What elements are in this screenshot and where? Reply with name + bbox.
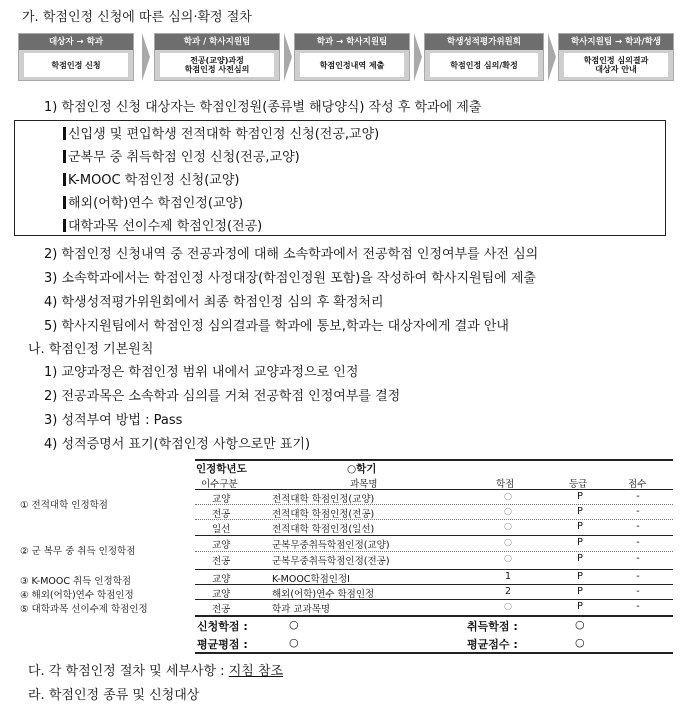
box-item-text: K-MOOC 학점인정 신청(교양) bbox=[68, 173, 240, 188]
row-grade: P bbox=[577, 506, 583, 517]
row-credit: ○ bbox=[503, 601, 513, 612]
row-grade: P bbox=[577, 521, 583, 532]
table-rule bbox=[195, 584, 673, 585]
section-da-text: 다. 각 학점인정 절차 및 세부사항 : bbox=[28, 664, 229, 679]
row-name: 해외(어학)연수 학점인정 bbox=[272, 589, 375, 600]
row-credit: 1 bbox=[504, 571, 512, 582]
flow-step-5 bbox=[558, 33, 674, 81]
header-credit: 학점 bbox=[496, 479, 515, 490]
na-item-4: 4) 성적증명서 표기(학점인정 사항으로만 표기) bbox=[44, 437, 311, 452]
arrow-right-icon bbox=[284, 33, 292, 81]
flow-step-body: 학점인정내역 제출 bbox=[319, 60, 385, 70]
row-credit: ○ bbox=[503, 537, 513, 548]
arrow-right-icon bbox=[414, 33, 422, 81]
summary-applied-label: 신청학점 : bbox=[197, 620, 248, 633]
box-item bbox=[63, 146, 300, 165]
header-type: 이수구분 bbox=[201, 479, 238, 490]
semester-label: ○학기 bbox=[347, 463, 377, 475]
row-type: 전공 bbox=[212, 556, 231, 567]
table-left-label: ② 군 복무 중 취득 인정학점 bbox=[20, 546, 136, 557]
flow-step-head: 학사지원팀 → 학과/학생 bbox=[559, 34, 673, 50]
table-rule bbox=[195, 519, 673, 520]
table-rule bbox=[195, 652, 673, 654]
row-grade: P bbox=[577, 553, 583, 564]
row-grade: P bbox=[577, 537, 583, 548]
row-credit: ○ bbox=[503, 553, 513, 564]
row-name: 전적대학 학점인정(교양) bbox=[272, 494, 375, 505]
table-rule bbox=[195, 459, 673, 461]
section-heading-da bbox=[28, 660, 283, 679]
row-score: - bbox=[636, 601, 640, 612]
row-type: 교양 bbox=[212, 494, 231, 505]
row-grade: P bbox=[577, 586, 583, 597]
bullet-bar-icon bbox=[63, 196, 66, 209]
flow-step-body: 대상자 안내 bbox=[595, 65, 637, 74]
ga-item-3: 3) 소속학과에서는 학점인정 사정대장(학점인정원 포함)을 작성하여 학사지원팀에 제출 bbox=[44, 271, 536, 286]
row-score: - bbox=[636, 571, 640, 582]
row-type: 일선 bbox=[212, 524, 231, 535]
summary-avg-value: ○ bbox=[575, 636, 585, 649]
flow-step-body: 학점인정 심의/확정 bbox=[450, 60, 518, 70]
arrow-right-icon bbox=[548, 33, 556, 81]
row-type: 전공 bbox=[212, 604, 231, 615]
table-rule bbox=[195, 504, 673, 505]
header-score: 점수 bbox=[628, 479, 647, 490]
row-score: - bbox=[636, 506, 640, 517]
bullet-bar-icon bbox=[63, 173, 66, 186]
ga-item-1: 1) 학점인정 신청 대상자는 학점인정원(종류별 해당양식) 작성 후 학과에 제출 bbox=[44, 100, 482, 115]
row-grade: P bbox=[577, 571, 583, 582]
row-name: 전적대학 학점인정(일선) bbox=[272, 524, 375, 535]
flow-step-head: 학생성적평가위원회 bbox=[425, 34, 543, 50]
summary-earned-value: ○ bbox=[575, 618, 585, 631]
bullet-bar-icon bbox=[63, 127, 66, 140]
section-heading-ra: 라. 학점인정 종류 및 신청대상 bbox=[28, 688, 200, 703]
flow-step-body: 전공(교양)과정 bbox=[190, 56, 244, 65]
na-item-1: 1) 교양과정은 학점인정 범위 내에서 교양과정으로 인정 bbox=[44, 365, 359, 380]
na-item-3: 3) 성적부여 방법 : Pass bbox=[44, 413, 183, 428]
flow-step-head: 학과 / 학사지원팀 bbox=[155, 34, 279, 50]
table-left-label: ④ 해외(어학)연수 학점인정 bbox=[20, 590, 134, 601]
row-type: 교양 bbox=[212, 540, 231, 551]
flow-step-body: 학점인정 신청 bbox=[51, 60, 101, 70]
box-item bbox=[63, 169, 239, 188]
row-name: K-MOOC학점인정Ⅰ bbox=[272, 574, 350, 585]
arrow-right-icon bbox=[142, 33, 150, 81]
year-label: 인정학년도 bbox=[196, 463, 247, 475]
row-type: 전공 bbox=[212, 509, 231, 520]
box-item bbox=[63, 215, 262, 234]
row-credit: 2 bbox=[504, 586, 512, 597]
box-item bbox=[63, 123, 379, 142]
row-score: - bbox=[636, 586, 640, 597]
flow-step-3 bbox=[294, 33, 410, 81]
application-types-box bbox=[14, 120, 666, 236]
box-item-text: 신입생 및 편입학생 전적대학 학점인정 신청(전공,교양) bbox=[68, 127, 380, 142]
row-credit: ○ bbox=[503, 521, 513, 532]
ga-item-4: 4) 학생성적평가위원회에서 최종 학점인정 심의 후 확정처리 bbox=[44, 295, 384, 310]
summary-gpa-value: ○ bbox=[289, 636, 299, 649]
row-type: 교양 bbox=[212, 589, 231, 600]
row-type: 교양 bbox=[212, 574, 231, 585]
table-rule bbox=[195, 489, 673, 490]
table-rule bbox=[195, 535, 673, 536]
table-rule bbox=[195, 551, 673, 552]
na-item-2: 2) 전공과목은 소속학과 심의를 거쳐 전공학점 인정여부를 결정 bbox=[44, 389, 401, 404]
summary-applied-value: ○ bbox=[289, 618, 299, 631]
flow-step-1 bbox=[18, 33, 134, 81]
bullet-bar-icon bbox=[63, 219, 66, 232]
header-grade: 등급 bbox=[569, 479, 588, 490]
flow-step-2 bbox=[154, 33, 280, 81]
row-name: 학과 교과목명 bbox=[272, 604, 331, 615]
flow-step-head: 학과 → 학사지원팀 bbox=[295, 34, 409, 50]
ga-item-5: 5) 학사지원팀에서 학점인정 심의결과를 학과에 통보,학과는 대상자에게 결과 안내 bbox=[44, 319, 509, 334]
box-item-text: 대학과목 선이수제 학점인정(전공) bbox=[68, 219, 263, 234]
box-item-text: 군복무 중 취득학점 인정 신청(전공,교양) bbox=[68, 150, 300, 165]
ga-item-2: 2) 학점인정 신청내역 중 전공과정에 대해 소속학과에서 전공학점 인정여부를 사전 심의 bbox=[44, 247, 539, 262]
row-name: 군복무중취득학점인정(전공) bbox=[272, 556, 390, 567]
box-item-text: 해외(어학)연수 학점인정(교양) bbox=[68, 196, 244, 211]
bullet-bar-icon bbox=[63, 150, 66, 163]
summary-avg-label: 평균점수 : bbox=[467, 638, 518, 651]
header-name: 과목명 bbox=[350, 479, 378, 490]
guideline-reference-link[interactable]: 지침 참조 bbox=[228, 664, 284, 679]
row-grade: P bbox=[577, 601, 583, 612]
section-heading-na: 나. 학점인정 기본원칙 bbox=[28, 342, 154, 357]
table-rule bbox=[195, 615, 673, 617]
row-score: - bbox=[636, 521, 640, 532]
transcript-sample-table bbox=[195, 459, 673, 653]
table-rule bbox=[195, 569, 673, 570]
summary-earned-label: 취득학점 : bbox=[467, 620, 518, 633]
table-left-label: ① 전적대학 인정학점 bbox=[20, 500, 108, 511]
flow-step-4 bbox=[424, 33, 544, 81]
flow-step-head: 대상자 → 학과 bbox=[19, 34, 133, 50]
table-left-label: ⑤ 대학과목 선이수제 학점인정 bbox=[20, 604, 148, 615]
summary-gpa-label: 평균평점 : bbox=[197, 638, 248, 651]
row-credit: ○ bbox=[503, 506, 513, 517]
row-score: - bbox=[636, 491, 640, 502]
row-credit: ○ bbox=[503, 491, 513, 502]
table-rule bbox=[195, 599, 673, 600]
row-name: 군복무중취득학점인정(교양) bbox=[272, 540, 390, 551]
box-item bbox=[63, 192, 243, 211]
row-name: 전적대학 학점인정(전공) bbox=[272, 509, 375, 520]
process-flow-diagram bbox=[18, 33, 674, 81]
section-heading-ga: 가. 학점인정 신청에 따른 심의·확정 절차 bbox=[22, 10, 252, 25]
flow-step-body: 학점인정 사전심의 bbox=[184, 65, 250, 74]
row-grade: P bbox=[577, 491, 583, 502]
row-score: - bbox=[636, 553, 640, 564]
row-score: - bbox=[636, 537, 640, 548]
flow-step-body: 학점인정 심의결과 bbox=[583, 56, 649, 65]
table-left-label: ③ K-MOOC 취득 인정학점 bbox=[20, 576, 132, 587]
